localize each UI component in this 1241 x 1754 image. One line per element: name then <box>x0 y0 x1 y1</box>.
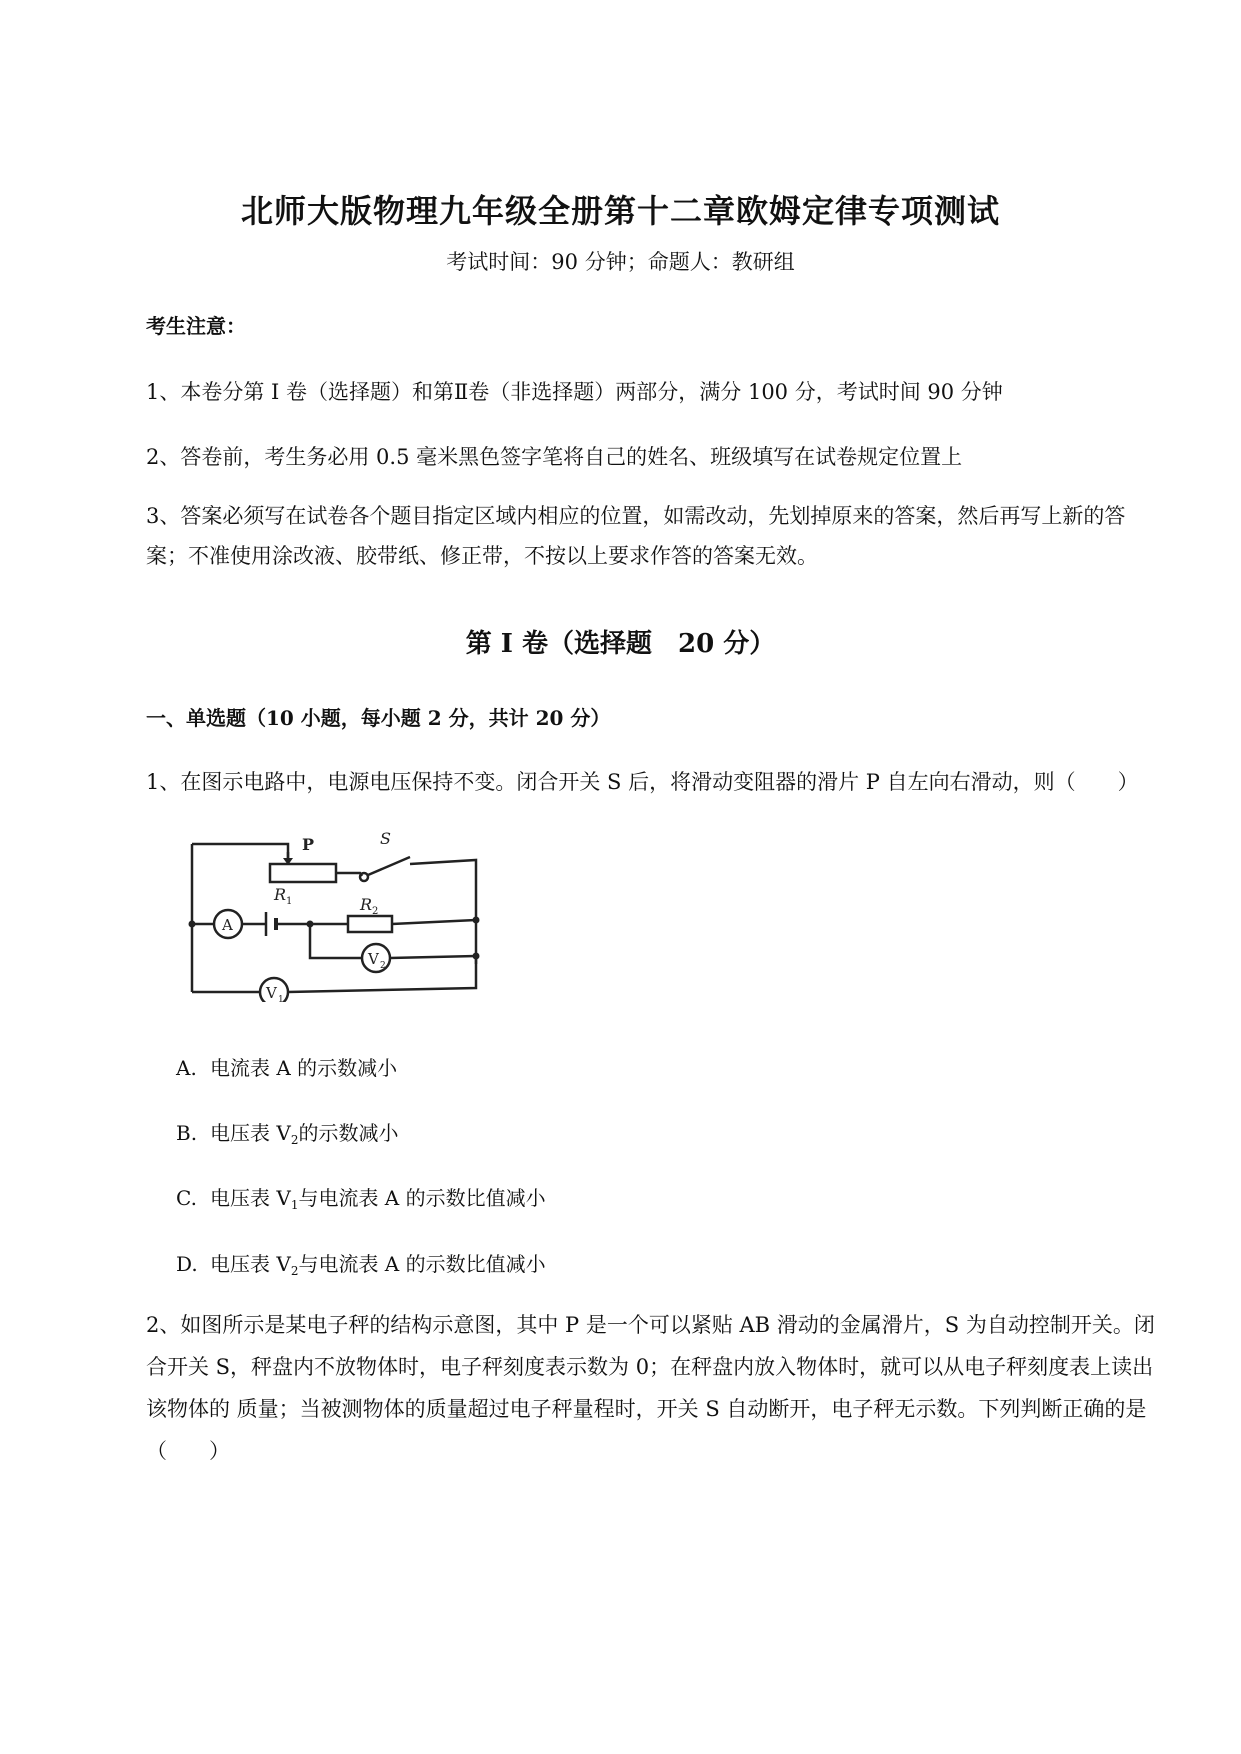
wire-top-left <box>192 844 288 864</box>
question-1-stem: 1、在图示电路中，电源电压保持不变。闭合开关 S 后，将滑动变阻器的滑片 P 自左向右滑动，则（ ） <box>146 770 1139 794</box>
option-c[interactable] <box>176 1182 546 1212</box>
label-v2: V <box>368 950 379 968</box>
label-p: P <box>302 835 315 854</box>
circuit-diagram <box>180 832 500 1002</box>
label-s: S <box>380 832 391 848</box>
part-heading: 一、单选题（10 小题，每小题 2 分，共计 20 分） <box>146 706 611 730</box>
notice-item-2: 2、答卷前，考生务必用 0.5 毫米黑色签字笔将自己的姓名、班级填写在试卷规定位置上 <box>146 445 963 469</box>
notice-item-3: 3、答案必须写在试卷各个题目指定区域内相应的位置，如需改动，先划掉原来的答案，然后再写上新的答案；不准使用涂改液、胶带纸、修正带，不按以上要求作答的答案无效。 <box>146 504 1126 568</box>
option-subscript: 2 <box>290 1264 299 1278</box>
question-2-stem: 2、如图所示是某电子秤的结构示意图，其中 P 是一个可以紧贴 AB 滑动的金属滑片，S 为自动控制开关。闭合开关 S，秤盘内不放物体时，电子秤刻度表示数为 0；在秤盘内放入物体时，就可以从电子秤刻度表上读出该物体的 质量；当被测物体的质量超过电子秤量程时，开关 S 自动断开，电子秤无示数。下列判断正确的是（ ） <box>146 1313 1155 1463</box>
wire-v2-left <box>310 924 362 958</box>
switch-pivot <box>360 873 368 881</box>
option-letter: D. <box>176 1252 198 1276</box>
option-text: 电压表 V <box>210 1121 291 1145</box>
switch-blade <box>368 857 410 875</box>
resistor-r2 <box>348 916 392 932</box>
wire-right <box>410 860 476 964</box>
option-text: 电流表 A 的示数减小 <box>210 1056 398 1080</box>
option-letter: B. <box>176 1121 198 1145</box>
label-v1-sub: 1 <box>278 995 284 1002</box>
notice-item-1: 1、本卷分第 I 卷（选择题）和第Ⅱ卷（非选择题）两部分，满分 100 分，考试时间 90 分钟 <box>146 380 1003 404</box>
junction-dot <box>473 917 480 924</box>
option-subscript: 1 <box>290 1198 299 1212</box>
option-b[interactable] <box>176 1117 398 1147</box>
label-v2-sub: 2 <box>380 961 386 971</box>
notice-heading: 考生注意： <box>146 314 246 338</box>
option-subscript: 2 <box>290 1133 299 1147</box>
option-text: 电压表 V <box>210 1252 291 1276</box>
option-letter: A. <box>176 1056 197 1080</box>
option-text-rest: 的示数减小 <box>298 1121 399 1145</box>
section-title: 第 I 卷（选择题 20 分） <box>465 629 776 659</box>
label-r1-sub: 1 <box>286 896 293 907</box>
option-text-rest: 与电流表 A 的示数比值减小 <box>298 1252 546 1276</box>
rheostat-r1 <box>270 864 336 882</box>
option-text-rest: 与电流表 A 的示数比值减小 <box>298 1186 546 1210</box>
junction-dot <box>189 921 196 928</box>
junction-dot <box>307 921 314 928</box>
option-letter: C. <box>176 1186 197 1210</box>
option-d[interactable] <box>176 1248 546 1278</box>
option-a[interactable] <box>176 1052 397 1081</box>
wire-r2-right <box>392 920 476 924</box>
page-title: 北师大版物理九年级全册第十二章欧姆定律专项测试 <box>240 192 1000 230</box>
label-r1: R <box>274 885 287 904</box>
exam-info: 考试时间：90 分钟；命题人：教研组 <box>446 250 795 274</box>
junction-dot <box>473 953 480 960</box>
wire-v2-right <box>390 956 476 958</box>
label-r2-sub: 2 <box>372 906 379 917</box>
label-r2: R <box>360 895 373 914</box>
option-text: 电压表 V <box>210 1186 291 1210</box>
label-ammeter: A <box>222 916 233 934</box>
wire-r1-switch <box>336 873 362 876</box>
label-v1: V <box>266 984 277 1002</box>
